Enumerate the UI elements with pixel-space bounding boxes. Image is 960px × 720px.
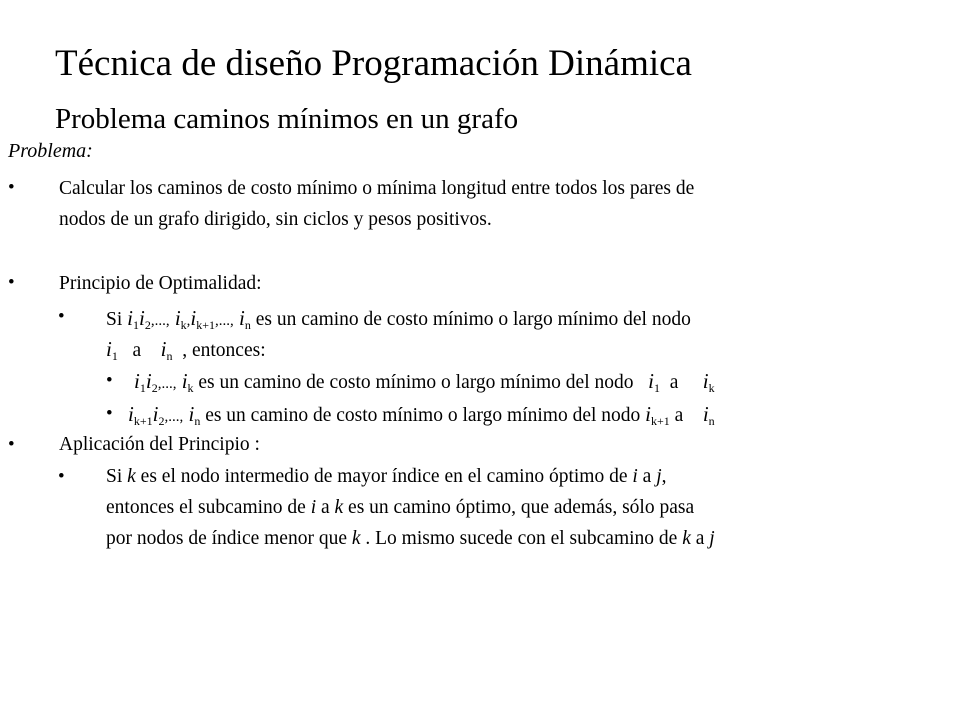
sub2-line [128, 402, 715, 429]
application-heading: Aplicación del Principio : [59, 434, 260, 455]
si-word: Si [106, 309, 123, 330]
sub1-node-ik: $i_k$ [702, 369, 715, 395]
bullet-sub2: • [106, 403, 113, 424]
principle-si-line [106, 306, 691, 333]
slide-subtitle: Problema caminos mínimos en un grafo [55, 103, 519, 135]
sub2-text: es un camino de costo mínimo o largo mínimo del nodo [205, 405, 641, 426]
node-in: $i_n$ [160, 337, 173, 363]
principle-heading: Principio de Optimalidad: [59, 273, 262, 294]
principle-endpoints-line [106, 337, 266, 364]
slide-title: Técnica de diseño Programación Dinámica [55, 43, 692, 84]
problem-text-line2: nodos de un grafo dirigido, sin ciclos y pesos positivos. [59, 209, 492, 230]
sub1-line [134, 369, 715, 396]
problem-text-line1: Calcular los caminos de costo mínimo o mínima longitud entre todos los pares de [59, 178, 695, 199]
application-line3: por nodos de índice menor que k . Lo mismo sucede con el subcamino de k a j [106, 528, 715, 549]
bullet-sub1: • [106, 370, 113, 391]
subpath-2-expression: $i_{k+1}i_2$,..., $i_n$ [128, 402, 201, 428]
application-line1: Si k es el nodo intermedio de mayor índice en el camino óptimo de i a j, [106, 466, 667, 487]
sub2-a-word: a [674, 405, 684, 426]
bullet-principle-si: • [58, 306, 65, 327]
entonces-text: , entonces: [182, 340, 266, 361]
sub2-node-in: $i_n$ [702, 402, 715, 428]
problem-label: Problema: [8, 140, 93, 162]
bullet-problem: • [8, 177, 15, 198]
subpath-1-expression: $i_1i_2$,..., $i_k$ [134, 369, 194, 395]
sub2-node-ik1: $i_{k+1}$ [645, 402, 670, 428]
application-line2: entonces el subcamino de i a k es un camino óptimo, que además, sólo pasa [106, 497, 695, 518]
si-rest-text: es un camino de costo mínimo o largo mínimo del nodo [255, 309, 691, 330]
a-word: a [132, 340, 142, 361]
path-expression: $i_1i_2$,..., $i_k,i_{k+1}$,..., $i_n$ [127, 306, 251, 332]
bullet-application-si: • [58, 466, 65, 487]
bullet-principle: • [8, 272, 15, 293]
bullet-application: • [8, 434, 15, 455]
sub1-text: es un camino de costo mínimo o largo mínimo del nodo [198, 372, 634, 393]
sub1-node-i1: $i_1$ [648, 369, 660, 395]
sub1-a-word: a [669, 372, 679, 393]
node-i1: $i_1$ [106, 337, 118, 363]
